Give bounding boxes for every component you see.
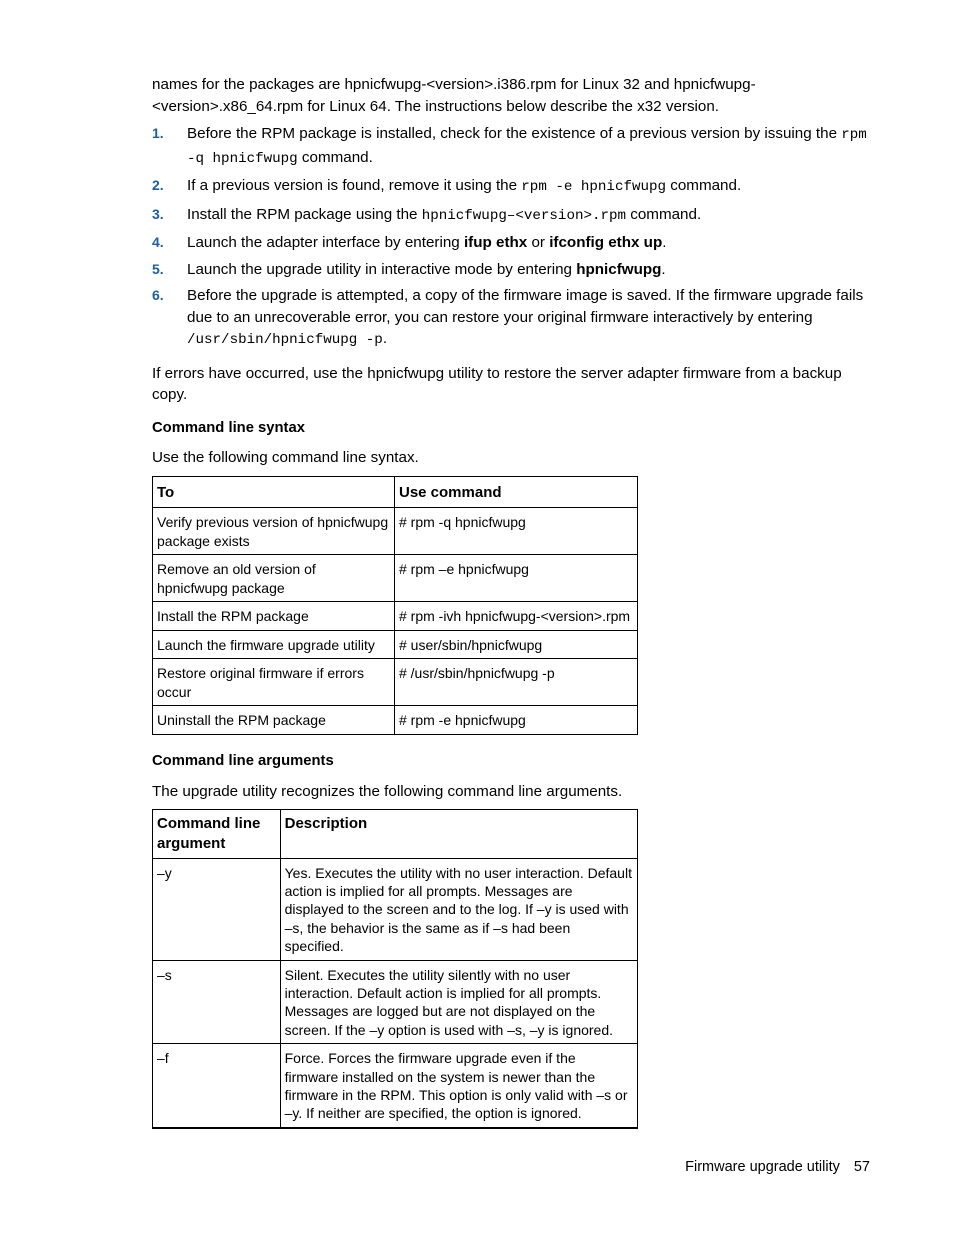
- step-text-mid: or: [527, 234, 550, 251]
- table-header-row: [153, 476, 638, 508]
- table-cell: Silent. Executes the utility silently with no user interaction. Default action is implied for all prompts. Messages are logged but are not displayed on the screen. If the –y option is used with –s, –y is ignored.: [280, 960, 637, 1044]
- table-cell: Force. Forces the firmware upgrade even if the firmware installed on the system is newer than the firmware in the RPM. This option is only valid with –s or –y. If neither are specified, the option is ignored.: [280, 1044, 637, 1128]
- table-cell: Launch the firmware upgrade utility: [153, 630, 395, 659]
- table-cell: # rpm -ivh hpnicfwupg-<version>.rpm: [394, 602, 637, 631]
- step-number: 1.: [152, 125, 164, 141]
- column-header-description: Description: [280, 809, 637, 858]
- column-header-use-command: Use command: [394, 476, 637, 508]
- table-row: [153, 960, 638, 1044]
- footer-section-title: Firmware upgrade utility: [685, 1159, 840, 1175]
- table-row: [153, 602, 638, 631]
- table-cell: # rpm –e hpnicfwupg: [394, 555, 637, 602]
- step-command-bold: hpnicfwupg: [576, 260, 662, 278]
- step-3: [152, 204, 872, 228]
- step-4: [152, 232, 872, 254]
- step-text: If a previous version is found, remove it using the: [187, 177, 522, 194]
- document-body: [152, 74, 872, 1129]
- arguments-table: [152, 809, 638, 1129]
- table-cell: –s: [153, 960, 281, 1044]
- step-text-end: command.: [626, 205, 702, 223]
- table-cell: # user/sbin/hpnicfwupg: [394, 630, 637, 659]
- step-2: [152, 175, 872, 199]
- table-cell: Install the RPM package: [153, 602, 395, 631]
- table-cell: # /usr/sbin/hpnicfwupg -p: [394, 659, 637, 706]
- step-text-end: .: [382, 330, 388, 347]
- step-text-end: command.: [297, 148, 373, 166]
- step-command-bold: ifup ethx: [463, 234, 528, 251]
- table-row: [153, 706, 638, 735]
- syntax-table: [152, 476, 638, 735]
- intro-paragraph: names for the packages are hpnicfwupg-<version>.i386.rpm for Linux 32 and hpnicfwupg-<version>.x86_64.rpm for Linux 64. The instructions below describe the x32 version.: [152, 76, 756, 115]
- install-steps-list: [152, 123, 872, 352]
- page-footer: [685, 1159, 870, 1175]
- table-cell: Remove an old version of hpnicfwupg package: [153, 555, 395, 602]
- column-header-to: To: [153, 476, 395, 508]
- errors-paragraph: If errors have occurred, use the hpnicfwupg utility to restore the server adapter firmware from a backup copy.: [152, 364, 842, 403]
- step-number: 5.: [152, 260, 164, 277]
- table-row: [153, 1044, 638, 1128]
- step-code: rpm -q hpnicfwupg: [187, 127, 867, 167]
- table-row: [153, 508, 638, 555]
- table-cell: Verify previous version of hpnicfwupg package exists: [153, 508, 395, 555]
- step-text: Launch the upgrade utility in interactive mode by entering: [187, 260, 577, 278]
- step-text: Install the RPM package using the: [187, 205, 422, 223]
- table-cell: Uninstall the RPM package: [153, 706, 395, 735]
- step-text: Before the RPM package is installed, check for the existence of a previous version by issuing the: [187, 125, 842, 142]
- arguments-heading: Command line arguments: [152, 752, 334, 769]
- step-text: Before the upgrade is attempted, a copy of the firmware image is saved. If the firmware upgrade fails due to an unrecoverable error, you can restore your original firmware interactively by entering: [187, 287, 864, 326]
- step-text-end: .: [662, 234, 667, 251]
- step-number: 3.: [152, 205, 164, 222]
- step-6: [152, 285, 872, 352]
- step-text-end: command.: [666, 177, 742, 194]
- syntax-lead: Use the following command line syntax.: [152, 449, 419, 466]
- table-cell: –y: [153, 858, 281, 960]
- table-row: [153, 858, 638, 960]
- step-text: Launch the adapter interface by entering: [187, 234, 464, 251]
- arguments-lead: The upgrade utility recognizes the following command line arguments.: [152, 783, 623, 800]
- step-text-end: .: [661, 260, 666, 278]
- table-cell: –f: [153, 1044, 281, 1128]
- table-header-row: [153, 809, 638, 858]
- table-cell: Yes. Executes the utility with no user interaction. Default action is implied for all prompts. Messages are displayed to the screen and to the log. If –y is used with –s, the behavior is the same as if –s had been specified.: [280, 858, 637, 960]
- step-code: /usr/sbin/hpnicfwupg -p: [187, 332, 383, 348]
- column-header-argument: Command line argument: [153, 809, 281, 858]
- table-cell: # rpm -q hpnicfwupg: [394, 508, 637, 555]
- step-code: hpnicfwupg–<version>.rpm: [421, 207, 627, 224]
- step-1: [152, 123, 872, 170]
- syntax-heading: Command line syntax: [152, 419, 305, 436]
- table-cell: Restore original firmware if errors occur: [153, 659, 395, 706]
- step-number: 4.: [152, 234, 164, 250]
- table-row: [153, 555, 638, 602]
- table-row: [153, 659, 638, 706]
- table-cell: # rpm -e hpnicfwupg: [394, 706, 637, 735]
- step-number: 2.: [152, 177, 164, 193]
- step-command-bold-2: ifconfig ethx up: [549, 234, 663, 251]
- step-5: [152, 259, 872, 281]
- table-row: [153, 630, 638, 659]
- step-number: 6.: [152, 287, 164, 303]
- step-code: rpm -e hpnicfwupg: [521, 179, 667, 195]
- page-number: 57: [853, 1159, 870, 1175]
